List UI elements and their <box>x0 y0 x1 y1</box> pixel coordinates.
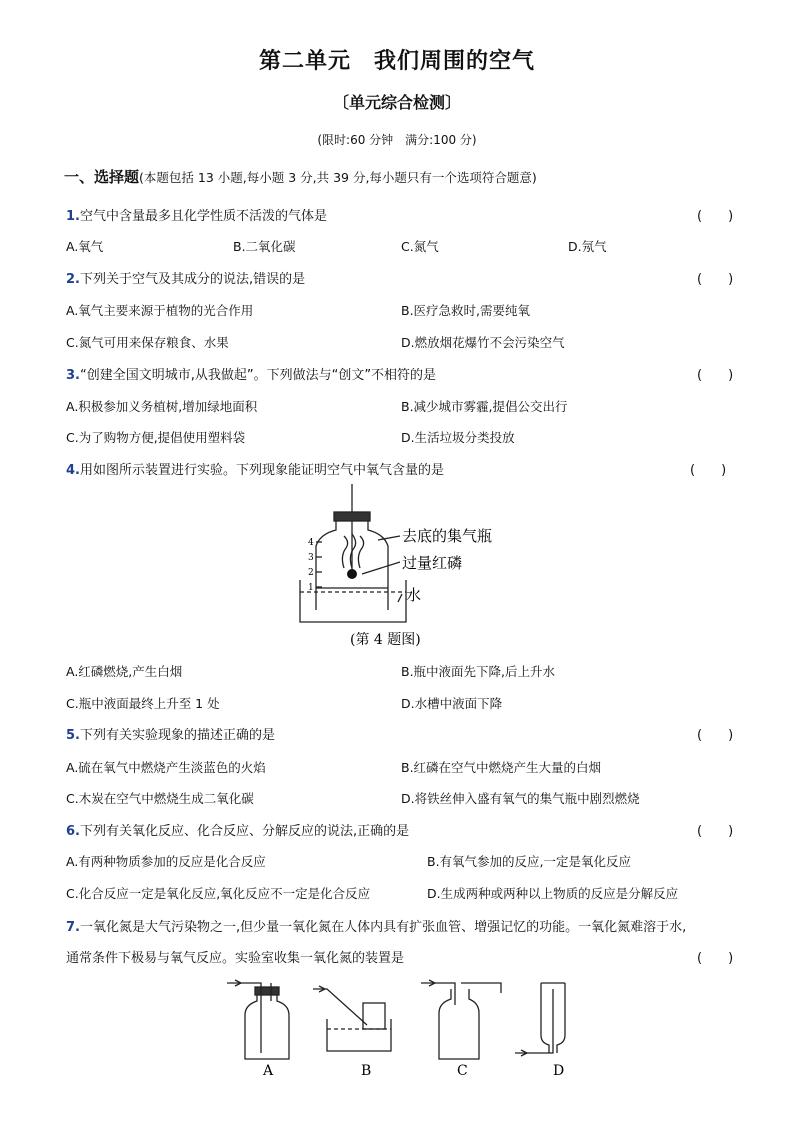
exam-meta: (限时:60 分钟 满分:100 分) <box>317 133 477 147</box>
section-title: 一、选择题 <box>64 168 140 186</box>
option-2d[interactable]: D.燃放烟花爆竹不会污染空气 <box>401 335 565 350</box>
option-4d[interactable]: D.水槽中液面下降 <box>401 696 503 711</box>
question-1 <box>66 205 327 224</box>
apparatus-label-a: A <box>263 1063 274 1079</box>
question-number: 3. <box>66 368 80 383</box>
question-6 <box>66 820 409 839</box>
option-5d[interactable]: D.将铁丝伸入盛有氧气的集气瓶中剧烈燃烧 <box>401 791 640 806</box>
option-5a[interactable]: A.硫在氧气中燃烧产生淡蓝色的火焰 <box>66 760 266 775</box>
apparatus-label-d: D <box>553 1063 565 1079</box>
option-1d[interactable]: D.氖气 <box>568 239 607 254</box>
option-1c[interactable]: C.氮气 <box>401 239 439 254</box>
label-phosphorus: 过量红磷 <box>402 554 463 572</box>
question-text: 用如图所示装置进行实验。下列现象能证明空气中氧气含量的是 <box>79 463 444 478</box>
option-3a[interactable]: A.积极参加义务植树,增加绿地面积 <box>66 399 258 414</box>
scale-mark: 3 <box>308 553 314 563</box>
answer-paren-7[interactable]: ( ) <box>697 951 734 966</box>
question-7-line-2: 通常条件下极易与氧气反应。实验室收集一氧化氮的装置是 <box>66 951 405 966</box>
option-6b[interactable]: B.有氧气参加的反应,一定是氧化反应 <box>427 854 632 869</box>
apparatus-a <box>227 980 289 1059</box>
option-3c[interactable]: C.为了购物方便,提倡使用塑料袋 <box>66 430 246 445</box>
scale-mark: 4 <box>308 538 314 548</box>
question-text: 空气中含量最多且化学性质不活泼的气体是 <box>79 209 327 224</box>
question-text: 一氧化氮是大气污染物之一,但少量一氧化氮在人体内具有扩张血管、增强记忆的功能。一氧化氮难溶于水, <box>79 920 687 935</box>
figure-7-apparatus <box>215 975 595 1083</box>
section-note: (本题包括 13 小题,每小题 3 分,共 39 分,每小题只有一个选项符合题意) <box>139 170 537 185</box>
question-number: 6. <box>66 824 80 839</box>
question-3 <box>66 364 436 383</box>
option-2c[interactable]: C.氮气可用来保存粮食、水果 <box>66 335 229 350</box>
question-text: 下列有关实验现象的描述正确的是 <box>79 728 275 743</box>
answer-paren-2[interactable]: ( ) <box>697 272 734 287</box>
question-4 <box>66 459 444 478</box>
question-5 <box>66 724 275 743</box>
figure-caption: (第 4 题图) <box>350 632 421 648</box>
option-2a[interactable]: A.氧气主要来源于植物的光合作用 <box>66 303 254 318</box>
option-3b[interactable]: B.减少城市雾霾,提倡公交出行 <box>401 399 568 414</box>
apparatus-c <box>421 980 501 1059</box>
scale-mark: 2 <box>308 568 314 578</box>
question-7 <box>66 916 686 935</box>
question-number: 1. <box>66 209 80 224</box>
option-6c[interactable]: C.化合反应一定是氧化反应,氧化反应不一定是化合反应 <box>66 886 371 901</box>
option-2b[interactable]: B.医疗急救时,需要纯氧 <box>401 303 531 318</box>
label-water: 水 <box>406 586 422 604</box>
option-6d[interactable]: D.生成两种或两种以上物质的反应是分解反应 <box>427 886 679 901</box>
question-number: 5. <box>66 728 80 743</box>
apparatus-b <box>313 986 391 1051</box>
answer-paren-1[interactable]: ( ) <box>697 209 734 224</box>
option-5b[interactable]: B.红磷在空气中燃烧产生大量的白烟 <box>401 760 602 775</box>
question-2 <box>66 268 305 287</box>
option-5c[interactable]: C.木炭在空气中燃烧生成二氧化碳 <box>66 791 254 806</box>
page-subtitle: 〔单元综合检测〕 <box>332 93 461 112</box>
question-number: 7. <box>66 920 80 935</box>
apparatus-d <box>515 983 565 1056</box>
answer-paren-5[interactable]: ( ) <box>697 728 734 743</box>
option-4b[interactable]: B.瓶中液面先下降,后上升水 <box>401 664 556 679</box>
section-heading <box>64 166 537 187</box>
answer-paren-4[interactable]: ( ) <box>690 463 727 478</box>
apparatus-label-b: B <box>361 1063 372 1079</box>
option-1b[interactable]: B.二氧化碳 <box>233 239 296 254</box>
label-bottle: 去底的集气瓶 <box>402 527 493 545</box>
question-number: 4. <box>66 463 80 478</box>
figure-4-apparatus <box>290 482 520 652</box>
option-4a[interactable]: A.红磷燃烧,产生白烟 <box>66 664 183 679</box>
option-3d[interactable]: D.生活垃圾分类投放 <box>401 430 515 445</box>
page-title: 第二单元 我们周围的空气 <box>258 48 535 74</box>
option-6a[interactable]: A.有两种物质参加的反应是化合反应 <box>66 854 266 869</box>
option-4c[interactable]: C.瓶中液面最终上升至 1 处 <box>66 696 220 711</box>
answer-paren-3[interactable]: ( ) <box>697 368 734 383</box>
scale-mark: 1 <box>308 583 314 593</box>
question-number: 2. <box>66 272 80 287</box>
apparatus-label-c: C <box>457 1063 468 1079</box>
question-text: 下列有关氧化反应、化合反应、分解反应的说法,正确的是 <box>79 824 410 839</box>
option-1a[interactable]: A.氧气 <box>66 239 104 254</box>
answer-paren-6[interactable]: ( ) <box>697 824 734 839</box>
question-text: 下列关于空气及其成分的说法,错误的是 <box>79 272 306 287</box>
red-phosphorus-icon <box>347 569 357 579</box>
question-text: “创建全国文明城市,从我做起”。下列做法与“创文”不相符的是 <box>79 368 437 383</box>
